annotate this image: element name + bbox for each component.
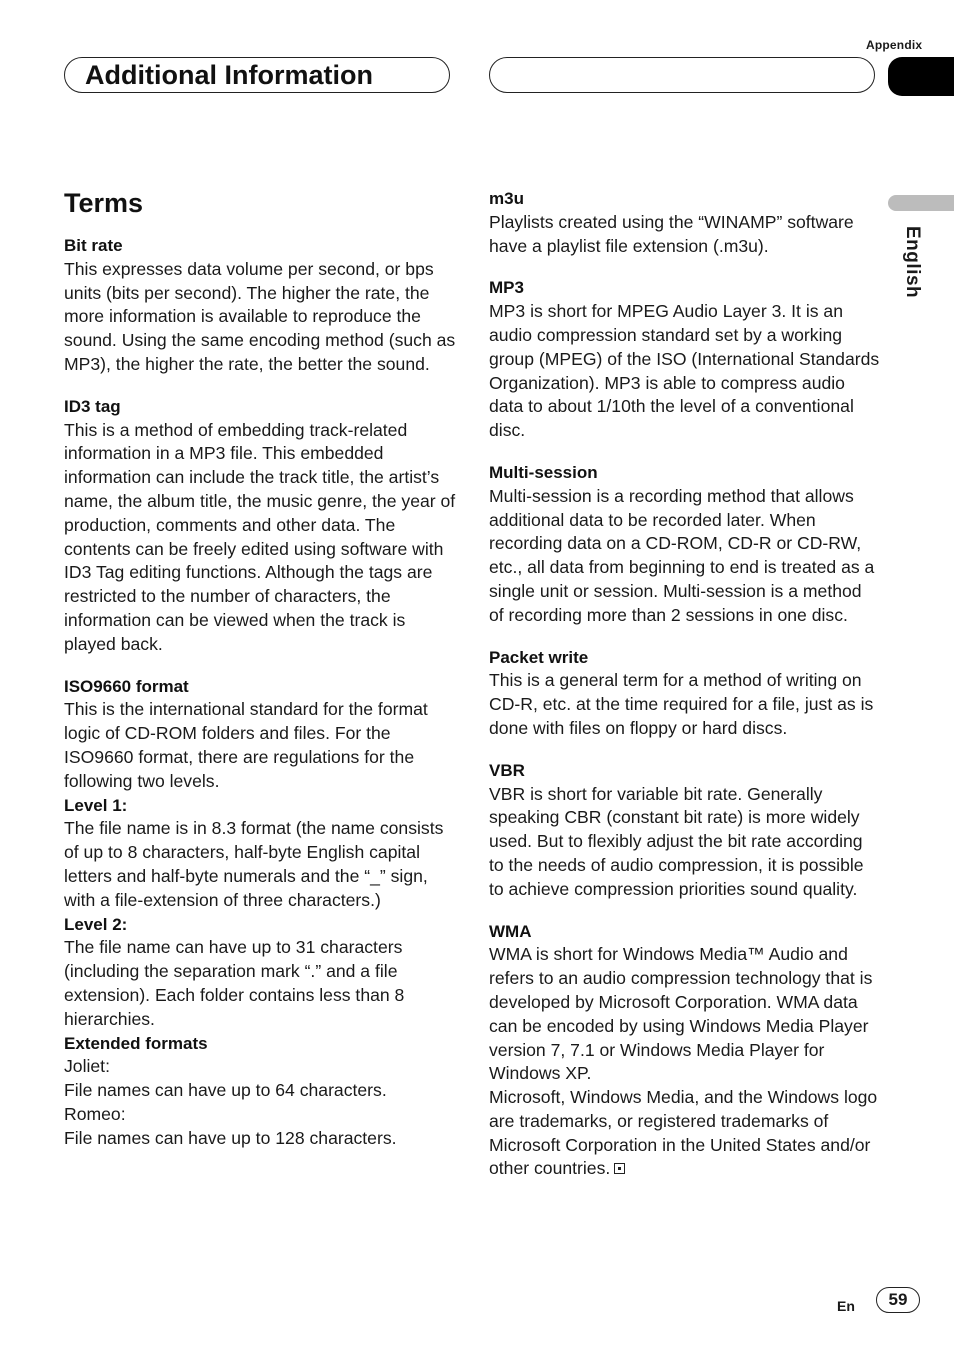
joliet-description: File names can have up to 64 characters. bbox=[64, 1080, 387, 1101]
term-entry bbox=[489, 646, 881, 741]
term-entry bbox=[64, 395, 456, 657]
term-description: This is a method of embedding track-related information in a MP3 file. This embedded information can include the track title, the artist’s name, the album title, the music genre, the year of production, comments and other data. The contents can be freely edited using software with ID3 Tag editing functions. Although the tags are restricted to the number of characters, the information can be viewed when the track is played back. bbox=[64, 419, 456, 654]
language-tab-label: English bbox=[902, 226, 923, 299]
section-title: Additional Information bbox=[85, 60, 373, 90]
term-description: VBR is short for variable bit rate. Generally speaking CBR (constant bit rate) is more widely used. But to flexibly adjust the bit rate according to the needs of audio compression, it is possible to achieve compression priorities sound quality. bbox=[489, 783, 864, 899]
term-entry bbox=[489, 759, 881, 902]
header-blank-frame bbox=[489, 57, 875, 93]
term-description: This is a general term for a method of writing on CD-R, etc. at the time required for a file, just as is done with files on floppy or hard discs. bbox=[489, 670, 874, 738]
term-entry bbox=[489, 276, 881, 443]
right-column bbox=[489, 187, 881, 1199]
level-2-label: Level 2: bbox=[64, 914, 128, 934]
term-entry bbox=[489, 187, 881, 258]
left-column bbox=[64, 186, 456, 1168]
term-entry bbox=[489, 920, 881, 1182]
term-name: Packet write bbox=[489, 647, 589, 667]
level-1-label: Level 1: bbox=[64, 795, 128, 815]
term-description: Playlists created using the “WINAMP” software have a playlist file extension (.m3u). bbox=[489, 211, 854, 256]
appendix-label: Appendix bbox=[866, 38, 923, 52]
term-name: ID3 tag bbox=[64, 396, 121, 416]
chapter-tab bbox=[888, 57, 954, 96]
page-number: 59 bbox=[876, 1287, 920, 1313]
romeo-label: Romeo: bbox=[64, 1103, 126, 1124]
term-description: This is the international standard for the format logic of CD-ROM folders and files. For the ISO9660 format, there are regulations for the following two levels. bbox=[64, 699, 428, 791]
term-name: Multi-session bbox=[489, 462, 598, 482]
term-description: Multi-session is a recording method that allows additional data to be recorded later. When recording data on a CD-ROM, CD-R or CD-RW, etc., all data from beginning to end is treated as a single unit or session. Multi-session is a method of recording more than 2 sessions in one disc. bbox=[489, 485, 875, 625]
section-title-frame bbox=[64, 57, 450, 93]
romeo-description: File names can have up to 128 characters. bbox=[64, 1127, 397, 1148]
term-entry bbox=[64, 675, 456, 1151]
trademark-text: Microsoft, Windows Media, and the Windows logo are trademarks, or registered trademarks of Microsoft Corporation in the United States and/or other countries. bbox=[489, 1087, 878, 1179]
extended-formats-label: Extended formats bbox=[64, 1033, 208, 1053]
term-description: This expresses data volume per second, or bps units (bits per second). The higher the rate, the more information is available to reproduce the sound. Using the same encoding method (such as MP3), the higher the rate, the better the sound. bbox=[64, 258, 456, 374]
term-name: m3u bbox=[489, 189, 524, 208]
term-description: MP3 is short for MPEG Audio Layer 3. It is an audio compression standard set by a working group (MPEG) of the ISO (International Standards Organization). MP3 is able to compress audio data to about 1/10th the level of a conventional disc. bbox=[489, 301, 880, 441]
term-entry bbox=[64, 234, 456, 377]
joliet-label: Joliet: bbox=[64, 1056, 110, 1077]
term-name: MP3 bbox=[489, 278, 524, 298]
trademark-notice bbox=[489, 1086, 881, 1181]
term-name: Bit rate bbox=[64, 236, 123, 255]
page-title: Terms bbox=[64, 188, 144, 218]
level-1-description: The file name is in 8.3 format (the name consists of up to 8 characters, half-byte English capital letters and half-byte numerals and the “_” sign, with a file-extension of three characters.) bbox=[64, 818, 444, 910]
end-of-section-icon bbox=[614, 1163, 625, 1174]
term-name: VBR bbox=[489, 760, 525, 780]
language-code: En bbox=[837, 1298, 855, 1314]
language-tab-marker bbox=[888, 195, 954, 211]
level-2-description: The file name can have up to 31 characters (including the separation mark “.” and a file extension). Each folder contains less than 8 hierarchies. bbox=[64, 937, 405, 1029]
term-entry bbox=[489, 461, 881, 628]
term-description: WMA is short for Windows Media™ Audio and refers to an audio compression technology that is developed by Microsoft Corporation. WMA data can be encoded by using Windows Media Player version 7, 7.1 or Windows Media Player for Windows XP. bbox=[489, 944, 873, 1084]
term-name: ISO9660 format bbox=[64, 676, 189, 696]
term-name: WMA bbox=[489, 921, 532, 941]
